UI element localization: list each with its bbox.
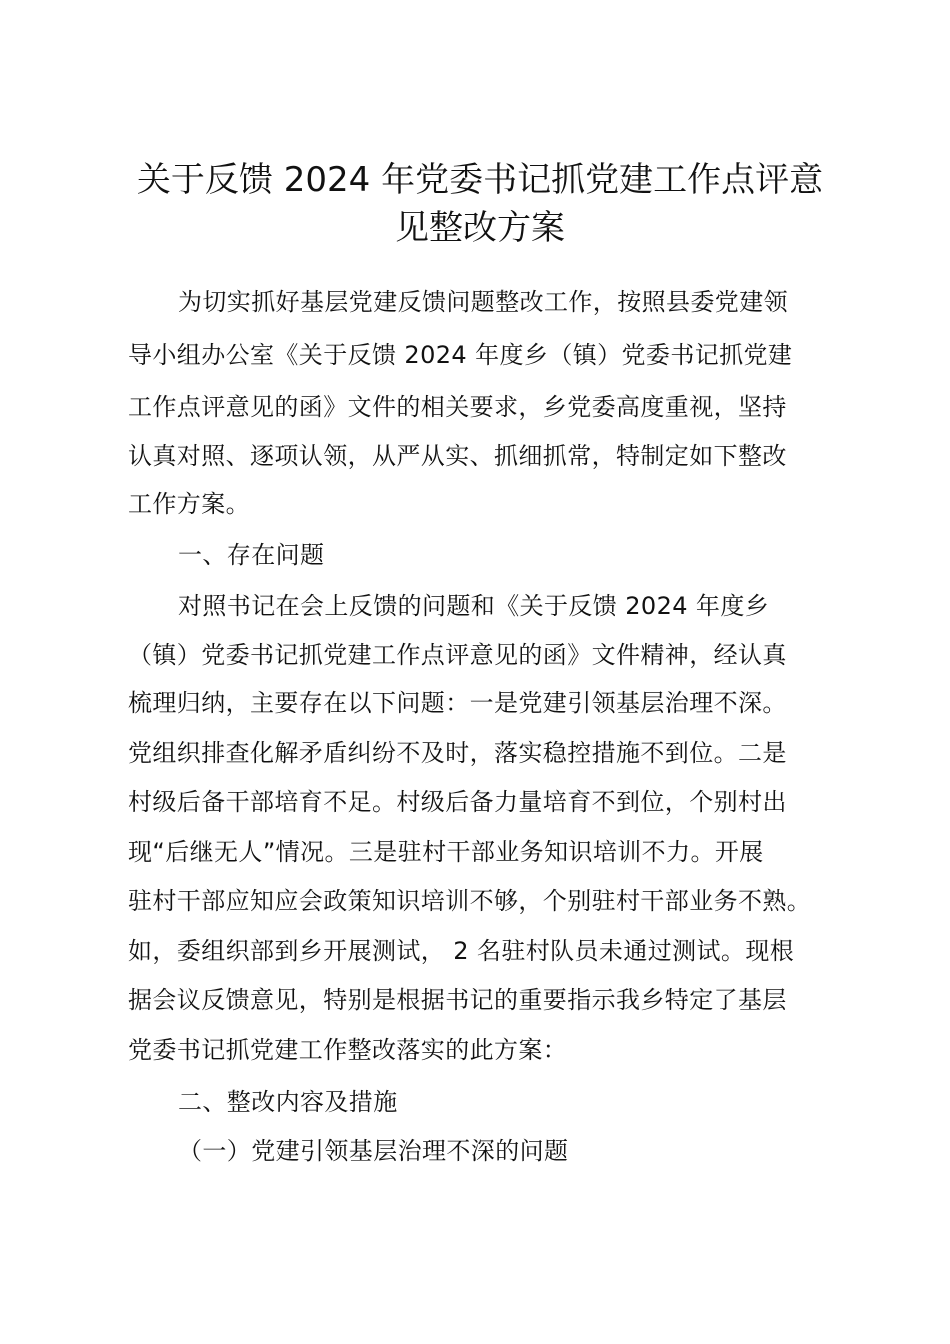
paragraph-line: 认真对照、逐项认领，从严从实、抓细抓常，特制定如下整改 xyxy=(128,442,787,470)
subsection-heading: （一）党建引领基层治理不深的问题 xyxy=(178,1137,569,1165)
paragraph-line: 对照书记在会上反馈的问题和《关于反馈 2024 年度乡 xyxy=(178,592,770,620)
paragraph-line: 据会议反馈意见，特别是根据书记的重要指示我乡特定了基层 xyxy=(128,986,787,1014)
section-heading: 一、存在问题 xyxy=(178,541,325,569)
paragraph-line: 如，委组织部到乡开展测试， 2 名驻村队员未通过测试。现根 xyxy=(128,937,795,965)
paragraph-line: 导小组办公室《关于反馈 2024 年度乡（镇）党委书记抓党建 xyxy=(128,341,793,369)
paragraph-line: 工作点评意见的函》文件的相关要求，乡党委高度重视，坚持 xyxy=(128,393,787,421)
paragraph-line: 为切实抓好基层党建反馈问题整改工作，按照县委党建领 xyxy=(178,288,788,316)
paragraph-line: （镇）党委书记抓党建工作点评意见的函》文件精神，经认真 xyxy=(128,641,787,669)
document-title-line-2: 见整改方案 xyxy=(395,208,565,248)
paragraph-line: 党委书记抓党建工作整改落实的此方案： xyxy=(128,1036,568,1064)
paragraph-line: 梳理归纳，主要存在以下问题：一是党建引领基层治理不深。 xyxy=(128,689,787,717)
paragraph-line: 党组织排查化解矛盾纠纷不及时，落实稳控措施不到位。二是 xyxy=(128,739,787,767)
paragraph-line: 驻村干部应知应会政策知识培训不够，个别驻村干部业务不熟。 xyxy=(128,887,812,915)
document-title-line-1: 关于反馈 2024 年党委书记抓党建工作点评意 xyxy=(136,160,824,200)
paragraph-line: 工作方案。 xyxy=(128,490,250,518)
paragraph-line: 现“后继无人”情况。三是驻村干部业务知识培训不力。开展 xyxy=(128,838,764,866)
section-heading: 二、整改内容及措施 xyxy=(178,1088,398,1116)
paragraph-line: 村级后备干部培育不足。村级后备力量培育不到位，个别村出 xyxy=(128,788,787,816)
